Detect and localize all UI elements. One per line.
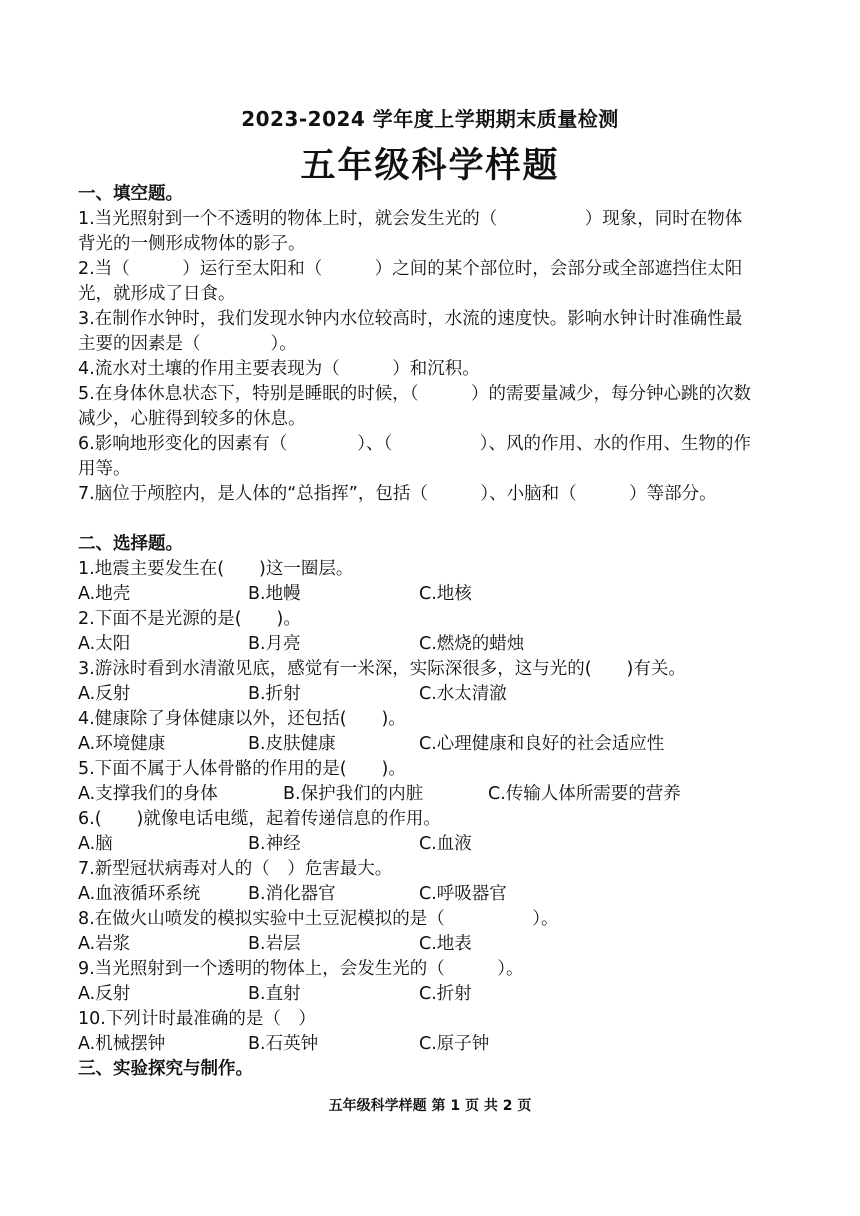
option-c: C.燃烧的蜡烛 [419,634,525,654]
fill-blank-question-4: 4.流水对土壤的作用主要表现为（ ）和沉积。 [78,359,480,379]
option-a: A.脑 [78,834,113,854]
choice-question-9: 9.当光照射到一个透明的物体上，会发生光的（ ）。 [78,959,524,979]
exam-main-title: 五年级科学样题 [300,146,560,186]
choice-options-9 [78,982,758,1007]
option-b: B.石英钟 [248,1034,319,1054]
choice-question-6: 6.( )就像电话电缆，起着传递信息的作用。 [78,809,441,829]
option-c: C.地核 [419,584,472,604]
choice-question-3: 3.游泳时看到水清澈见底，感觉有一米深，实际深很多，这与光的( )有关。 [78,659,686,679]
choice-options-6 [78,832,758,857]
option-b: B.岩层 [248,934,301,954]
option-a: A.血液循环系统 [78,884,201,904]
option-c: C.心理健康和良好的社会适应性 [419,734,665,754]
option-c: C.血液 [419,834,472,854]
choice-options-3 [78,682,758,707]
choice-question-8: 8.在做火山喷发的模拟实验中土豆泥模拟的是（ ）。 [78,909,559,929]
choice-options-4 [78,732,758,757]
option-b: B.折射 [248,684,301,704]
option-a: A.反射 [78,684,131,704]
page-footer: 五年级科学样题 第 1 页 共 2 页 [328,1098,532,1114]
option-a: A.太阳 [78,634,131,654]
choice-question-10: 10.下列计时最准确的是（ ） [78,1009,316,1029]
option-b: B.消化器官 [248,884,336,904]
choice-options-8 [78,932,758,957]
option-c: C.原子钟 [419,1034,490,1054]
choice-options-5 [78,782,758,807]
fill-blank-question-2: 2.当（ ）运行至太阳和（ ）之间的某个部位时，会部分或全部遮挡住太阳光，就形成了日食。 [78,259,743,304]
exam-content [78,182,758,1082]
fill-blank-question-6: 6.影响地形变化的因素有（ ）、（ ）、风的作用、水的作用、生物的作用等。 [78,434,751,479]
exam-header-title: 2023-2024 学年度上学期期末质量检测 [241,107,619,131]
choice-options-1 [78,582,758,607]
option-b: B.月亮 [248,634,301,654]
option-a: A.地壳 [78,584,131,604]
option-c: C.传输人体所需要的营养 [488,784,681,804]
choice-options-7 [78,882,758,907]
option-a: A.岩浆 [78,934,131,954]
option-c: C.折射 [419,984,472,1004]
option-c: C.地表 [419,934,472,954]
option-b: B.神经 [248,834,301,854]
choice-options-2 [78,632,758,657]
option-a: A.机械摆钟 [78,1034,166,1054]
fill-blank-question-3: 3.在制作水钟时，我们发现水钟内水位较高时，水流的速度快。影响水钟计时准确性最主要的因素是（ ）。 [78,309,743,354]
section-choice-heading: 二、选择题。 [78,534,183,554]
fill-blank-question-7: 7.脑位于颅腔内，是人体的“总指挥”，包括（ ）、小脑和（ ）等部分。 [78,484,717,504]
option-a: A.环境健康 [78,734,166,754]
option-a: A.反射 [78,984,131,1004]
option-b: B.地幔 [248,584,301,604]
choice-question-2: 2.下面不是光源的是( )。 [78,609,301,629]
choice-question-7: 7.新型冠状病毒对人的（ ）危害最大。 [78,859,393,879]
option-a: A.支撑我们的身体 [78,784,218,804]
option-c: C.水太清澈 [419,684,507,704]
option-b: B.保护我们的内脏 [283,784,424,804]
fill-blank-question-5: 5.在身体休息状态下，特别是睡眠的时候，（ ）的需要量减少，每分钟心跳的次数减少，心脏得到较多的休息。 [78,384,751,429]
option-c: C.呼吸器官 [419,884,507,904]
choice-question-1: 1.地震主要发生在( )这一圈层。 [78,559,354,579]
choice-question-5: 5.下面不属于人体骨骼的作用的是( )。 [78,759,406,779]
choice-question-4: 4.健康除了身体健康以外，还包括( )。 [78,709,406,729]
fill-blank-question-1: 1.当光照射到一个不透明的物体上时，就会发生光的（ ）现象，同时在物体背光的一侧形成物体的影子。 [78,209,743,254]
section-fill-blank-heading: 一、填空题。 [78,184,183,204]
section-experiment-heading: 三、实验探究与制作。 [78,1059,253,1079]
option-b: B.皮肤健康 [248,734,336,754]
option-b: B.直射 [248,984,301,1004]
choice-options-10 [78,1032,758,1057]
